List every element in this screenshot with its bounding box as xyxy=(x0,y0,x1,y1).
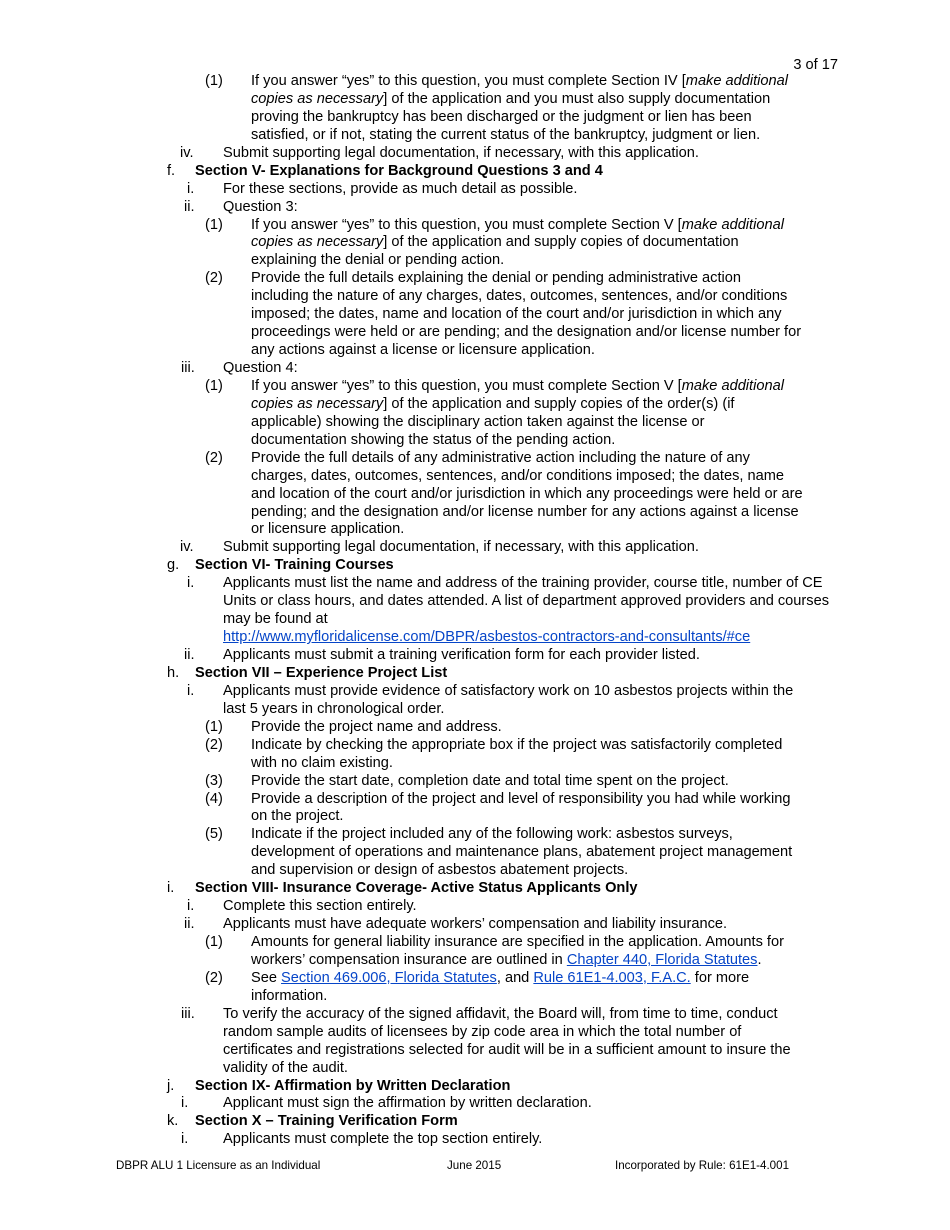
line-text xyxy=(223,593,829,611)
document-line xyxy=(0,611,950,629)
document-line xyxy=(0,127,950,145)
text-run: Applicants must complete the top section entirely. xyxy=(223,1131,543,1148)
list-marker: (2) xyxy=(205,736,223,753)
list-marker: k. xyxy=(167,1113,179,1130)
text-run: Indicate if the project included any of the following work: asbestos surveys, xyxy=(251,826,733,843)
italic-text: copies as necessary xyxy=(251,234,384,251)
document-line xyxy=(0,593,950,611)
line-text xyxy=(251,288,787,306)
document-line xyxy=(0,1060,950,1078)
text-run: Provide a description of the project and level of responsibility you had while working xyxy=(251,790,791,807)
line-text xyxy=(195,665,447,683)
text-run: explaining the denial or pending action. xyxy=(251,252,505,269)
text-run: Amounts for general liability insurance are specified in the application. Amounts for xyxy=(251,934,784,950)
text-run: Applicants must provide evidence of satisfactory work on 10 asbestos projects within the xyxy=(223,682,794,699)
text-run: Provide the full details explaining the denial or pending administrative action xyxy=(251,270,742,287)
document-body xyxy=(0,73,950,1149)
document-line xyxy=(0,450,950,468)
line-text xyxy=(251,773,729,791)
section-heading: Section IX- Affirmation by Written Declaration xyxy=(195,1077,511,1094)
line-text xyxy=(195,163,603,181)
text-run: Complete this section entirely. xyxy=(223,898,417,915)
page-number: 3 of 17 xyxy=(793,57,838,73)
line-text xyxy=(251,934,784,952)
line-text xyxy=(251,252,504,270)
text-run: Provide the project name and address. xyxy=(251,718,502,735)
document-line xyxy=(0,701,950,719)
section-heading: Section X – Training Verification Form xyxy=(195,1113,458,1130)
list-marker: ii. xyxy=(184,198,195,215)
line-text xyxy=(195,1113,458,1131)
line-text xyxy=(251,719,502,737)
text-run: To verify the accuracy of the signed affidavit, the Board will, from time to time, conduct xyxy=(223,1005,778,1022)
text-run: Applicants must submit a training verification form for each provider listed. xyxy=(223,647,700,663)
line-text xyxy=(251,378,784,396)
text-run: . xyxy=(757,951,762,968)
document-line xyxy=(0,145,950,163)
list-marker: (2) xyxy=(205,969,223,986)
text-run: with no claim existing. xyxy=(251,754,393,771)
italic-text: make additional xyxy=(681,216,784,233)
line-text xyxy=(223,1042,791,1060)
document-line xyxy=(0,629,950,647)
line-text xyxy=(195,1078,510,1096)
section-heading: Section VII – Experience Project List xyxy=(195,664,448,681)
list-marker: (1) xyxy=(205,73,223,89)
document-line xyxy=(0,862,950,880)
document-line xyxy=(0,306,950,324)
line-text xyxy=(251,826,733,844)
line-text xyxy=(251,91,770,109)
text-run: ] of the application and supply copies of the order(s) (if xyxy=(383,395,735,412)
text-run: ] of the application and supply copies of documentation xyxy=(383,234,739,251)
list-marker: (2) xyxy=(205,270,223,287)
list-marker: (4) xyxy=(205,790,223,807)
list-marker: h. xyxy=(167,664,180,681)
list-marker: j. xyxy=(167,1077,175,1094)
document-line xyxy=(0,378,950,396)
line-text xyxy=(251,306,782,324)
text-run: random sample audits of licensees by zip code area in which the total number of xyxy=(223,1023,742,1040)
document-line xyxy=(0,468,950,486)
line-text xyxy=(251,432,615,450)
list-marker: (1) xyxy=(205,718,223,735)
document-line xyxy=(0,521,950,539)
document-line xyxy=(0,773,950,791)
document-line xyxy=(0,539,950,557)
document-line xyxy=(0,1095,950,1113)
document-line xyxy=(0,73,950,91)
line-text xyxy=(195,880,638,898)
document-line xyxy=(0,504,950,522)
line-text xyxy=(251,234,739,252)
line-text xyxy=(251,342,595,360)
text-run: documentation showing the status of the pending action. xyxy=(251,431,616,448)
line-text xyxy=(251,324,801,342)
list-marker: ii. xyxy=(184,647,195,663)
footer-form-id: DBPR ALU 1 Licensure as an Individual xyxy=(116,1159,321,1172)
text-run: ] of the application and you must also supply documentation xyxy=(383,90,771,107)
text-run: Provide the full details of any administrative action including the nature of any xyxy=(251,449,750,466)
line-text xyxy=(251,504,799,522)
hyperlink[interactable]: Section 469.006, Florida Statutes xyxy=(281,969,497,986)
list-marker: i. xyxy=(187,898,195,915)
line-text xyxy=(223,360,298,378)
page-footer xyxy=(0,1158,950,1174)
text-run: Units or class hours, and dates attended. A list of department approved providers and courses xyxy=(223,593,829,610)
line-text xyxy=(223,898,417,916)
document-line xyxy=(0,844,950,862)
document-line xyxy=(0,880,950,898)
text-run: Submit supporting legal documentation, if necessary, with this application. xyxy=(223,144,699,161)
hyperlink[interactable]: Chapter 440, Florida Statutes xyxy=(566,951,758,968)
text-run: including the nature of any charges, dates, outcomes, sentences, and/or conditions xyxy=(251,288,788,305)
line-text xyxy=(251,988,327,1006)
text-run: If you answer “yes” to this question, you must complete Section V [ xyxy=(251,216,682,233)
text-run: validity of the audit. xyxy=(223,1059,348,1076)
text-run: workers’ compensation insurance are outlined in xyxy=(251,951,567,968)
footer-rule: Incorporated by Rule: 61E1-4.001 xyxy=(615,1159,790,1172)
line-text xyxy=(251,270,741,288)
document-line xyxy=(0,719,950,737)
text-run: Question 4: xyxy=(223,360,298,376)
document-line xyxy=(0,755,950,773)
list-marker: f. xyxy=(167,162,176,179)
document-line xyxy=(0,288,950,306)
line-text xyxy=(223,629,750,647)
list-marker: ii. xyxy=(184,916,195,933)
text-run: applicable) showing the disciplinary action taken against the license or xyxy=(251,413,705,430)
text-run: Applicants must list the name and address of the training provider, course title, number of CE xyxy=(223,575,823,592)
line-text xyxy=(251,808,344,826)
line-text xyxy=(223,1095,592,1113)
line-text xyxy=(251,486,803,504)
document-line xyxy=(0,91,950,109)
document-line xyxy=(0,360,950,378)
list-marker: iii. xyxy=(181,1005,195,1022)
list-marker: (5) xyxy=(205,826,223,843)
document-line xyxy=(0,1042,950,1060)
line-text xyxy=(223,1006,778,1024)
document-line xyxy=(0,952,950,970)
document-line xyxy=(0,270,950,288)
line-text xyxy=(223,199,298,217)
list-marker: i. xyxy=(181,1131,189,1148)
text-run: Submit supporting legal documentation, if necessary, with this application. xyxy=(223,539,699,556)
line-text xyxy=(251,791,790,809)
text-run: Question 3: xyxy=(223,198,298,215)
text-run: For these sections, provide as much detail as possible. xyxy=(223,180,578,197)
list-marker: iii. xyxy=(181,360,195,376)
hyperlink[interactable]: Rule 61E1-4.003, F.A.C. xyxy=(533,969,691,986)
document-line xyxy=(0,1006,950,1024)
line-text xyxy=(223,1131,542,1149)
document-line xyxy=(0,342,950,360)
line-text xyxy=(251,450,750,468)
line-text xyxy=(223,1060,348,1078)
document-line xyxy=(0,665,950,683)
list-marker: iv. xyxy=(180,144,194,161)
text-run: imposed; the dates, name and location of the court and/or jurisdiction in which any xyxy=(251,306,782,323)
text-run: and supervision or design of asbestos abatement projects. xyxy=(251,862,629,879)
line-text xyxy=(223,647,700,665)
document-line xyxy=(0,934,950,952)
list-marker: i. xyxy=(181,1095,189,1112)
line-text xyxy=(251,109,752,127)
document-line xyxy=(0,826,950,844)
text-run: charges, dates, outcomes, sentences, and/or conditions imposed; the dates, name xyxy=(251,467,784,484)
document-line xyxy=(0,199,950,217)
line-text xyxy=(251,844,792,862)
document-line xyxy=(0,234,950,252)
section-heading: Section V- Explanations for Background Questions 3 and 4 xyxy=(195,162,603,179)
document-line xyxy=(0,1078,950,1096)
line-text xyxy=(223,181,577,199)
line-text xyxy=(195,557,394,575)
document-line xyxy=(0,1131,950,1149)
document-line xyxy=(0,181,950,199)
text-run: proving the bankruptcy has been discharged or the judgment or lien has been xyxy=(251,108,752,125)
section-heading: Section VIII- Insurance Coverage- Active Status Applicants Only xyxy=(195,880,638,897)
document-line xyxy=(0,557,950,575)
italic-text: copies as necessary xyxy=(251,395,384,412)
text-run: If you answer “yes” to this question, you must complete Section V [ xyxy=(251,377,682,394)
text-run: last 5 years in chronological order. xyxy=(223,700,445,717)
section-heading: Section VI- Training Courses xyxy=(195,557,394,574)
list-marker: (1) xyxy=(205,934,223,950)
line-text xyxy=(251,755,393,773)
document-line xyxy=(0,486,950,504)
text-run: pending; and the designation and/or license number for any actions against a license xyxy=(251,503,799,520)
footer-date: June 2015 xyxy=(447,1159,502,1172)
document-line xyxy=(0,791,950,809)
line-text xyxy=(223,916,727,934)
list-marker: (1) xyxy=(205,377,223,394)
text-run: certificates and registrations selected for audit will be in a sufficient amount to insure the xyxy=(223,1041,791,1058)
document-line xyxy=(0,324,950,342)
text-run: information. xyxy=(251,987,328,1004)
document-line xyxy=(0,414,950,432)
list-marker: (2) xyxy=(205,449,223,466)
list-marker: (1) xyxy=(205,216,223,233)
line-text xyxy=(223,611,328,629)
italic-text: make additional xyxy=(685,73,789,89)
document-line xyxy=(0,898,950,916)
line-text xyxy=(223,145,699,163)
line-text xyxy=(251,862,628,880)
document-line xyxy=(0,808,950,826)
text-run: satisfied, or if not, stating the current status of the bankruptcy, judgment or lien. xyxy=(251,126,761,143)
text-run: for more xyxy=(690,969,750,986)
document-line xyxy=(0,988,950,1006)
document-line xyxy=(0,109,950,127)
line-text xyxy=(223,539,699,557)
list-marker: i. xyxy=(187,682,195,699)
line-text xyxy=(223,1024,741,1042)
list-marker: i. xyxy=(187,575,195,592)
text-run: If you answer “yes” to this question, you must complete Section IV [ xyxy=(251,73,686,89)
italic-text: make additional xyxy=(681,377,784,394)
document-line xyxy=(0,647,950,665)
document-line xyxy=(0,217,950,235)
italic-text: copies as necessary xyxy=(251,90,384,107)
text-run: or licensure application. xyxy=(251,521,405,538)
line-text xyxy=(251,396,735,414)
list-marker: g. xyxy=(167,557,180,574)
line-text xyxy=(223,701,444,719)
line-text xyxy=(251,737,782,755)
text-run: Provide the start date, completion date and total time spent on the project. xyxy=(251,772,729,789)
text-run: development of operations and maintenance plans, abatement project management xyxy=(251,844,793,861)
line-text xyxy=(251,217,784,235)
line-text xyxy=(251,468,784,486)
list-marker: i. xyxy=(187,180,195,197)
document-line xyxy=(0,683,950,701)
text-run: Applicant must sign the affirmation by written declaration. xyxy=(223,1095,592,1112)
line-text xyxy=(223,683,793,701)
text-run: proceedings were held or are pending; and the designation and/or license number for xyxy=(251,324,802,341)
text-run: Indicate by checking the appropriate box if the project was satisfactorily completed xyxy=(251,736,783,753)
document-line xyxy=(0,575,950,593)
text-run: any actions against a license or licensure application. xyxy=(251,342,595,359)
list-marker: (3) xyxy=(205,772,223,789)
document-line xyxy=(0,432,950,450)
text-run: Applicants must have adequate workers’ compensation and liability insurance. xyxy=(223,916,728,933)
line-text xyxy=(251,521,404,539)
line-text xyxy=(251,73,788,91)
text-run: may be found at xyxy=(223,611,328,628)
text-run: See xyxy=(251,969,282,986)
document-line xyxy=(0,1024,950,1042)
line-text xyxy=(223,575,822,593)
document-line xyxy=(0,970,950,988)
list-marker: i. xyxy=(167,880,175,897)
document-line xyxy=(0,252,950,270)
document-line xyxy=(0,163,950,181)
line-text xyxy=(251,952,762,970)
line-text xyxy=(251,970,749,988)
document-line xyxy=(0,916,950,934)
document-line xyxy=(0,396,950,414)
text-run: on the project. xyxy=(251,808,344,825)
line-text xyxy=(251,414,704,432)
text-run: , and xyxy=(496,969,534,986)
document-line xyxy=(0,1113,950,1131)
hyperlink[interactable]: http://www.myfloridalicense.com/DBPR/asbestos-contractors-and-consultants/#ce xyxy=(223,629,751,646)
list-marker: iv. xyxy=(180,539,194,556)
document-line xyxy=(0,737,950,755)
text-run: and location of the court and/or jurisdiction in which any proceedings were held or are xyxy=(251,485,803,502)
line-text xyxy=(251,127,760,145)
